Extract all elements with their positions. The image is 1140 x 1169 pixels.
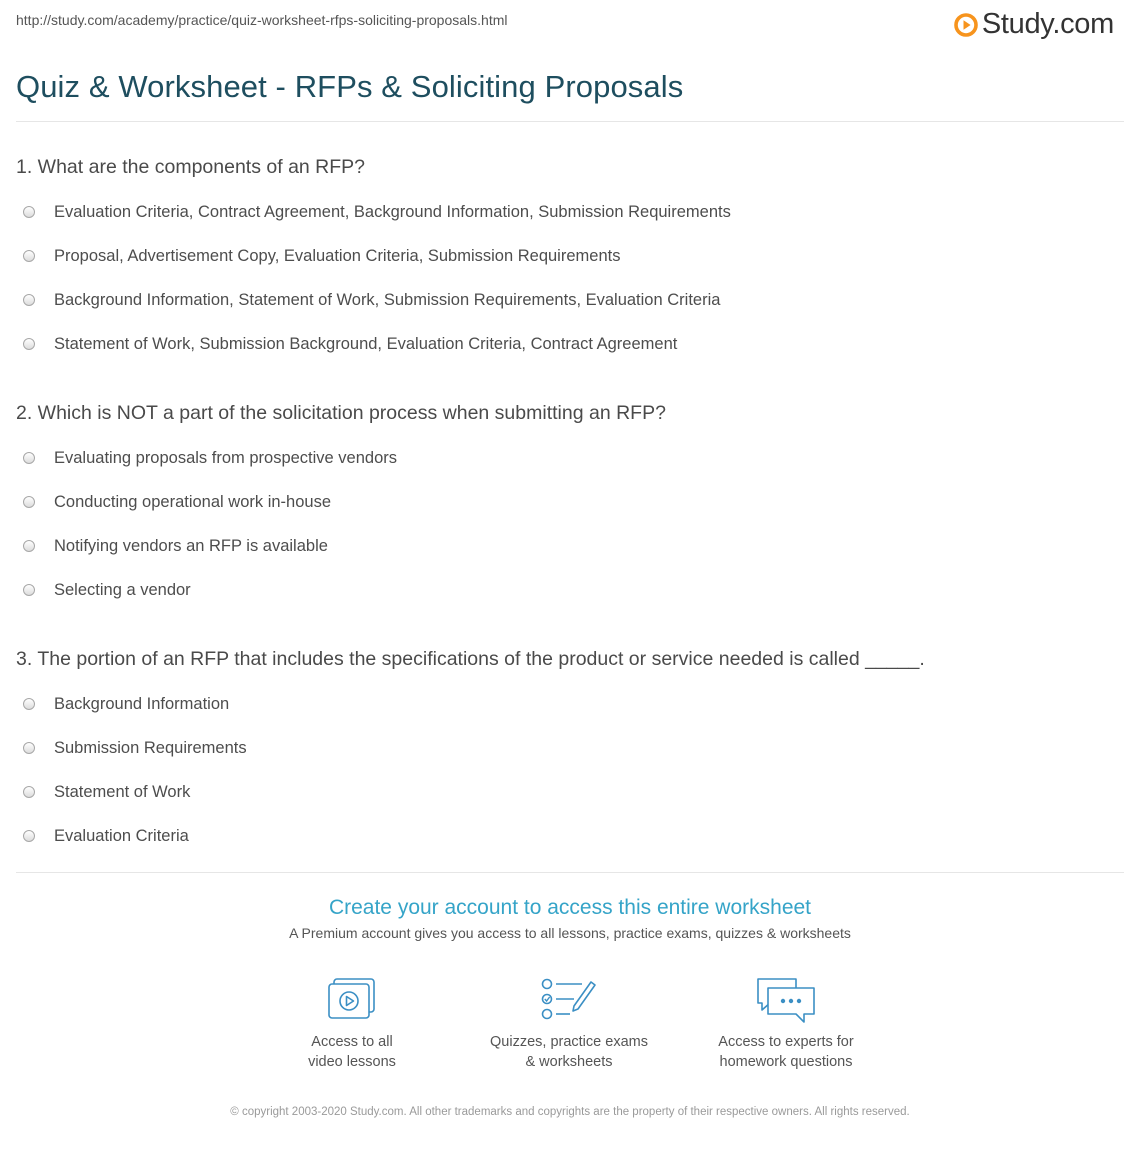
answer-option[interactable] <box>16 234 1124 278</box>
cta-link[interactable]: Create your account to access this entire worksheet <box>328 896 812 919</box>
radio-button[interactable] <box>23 540 35 552</box>
quiz-questions <box>16 150 1124 888</box>
question-1 <box>16 150 1124 366</box>
answer-label: Evaluating proposals from prospective vendors <box>54 448 398 467</box>
answer-label: Submission Requirements <box>54 738 247 757</box>
answer-label: Evaluation Criteria, Contract Agreement, Background Information, Submission Requirements <box>54 202 731 221</box>
cta-divider <box>16 872 1124 873</box>
feature-line: video lessons <box>308 1054 396 1070</box>
study-logo[interactable] <box>954 8 1114 41</box>
question-text: 2. Which is NOT a part of the solicitation process when submitting an RFP? <box>16 402 666 424</box>
answer-label: Background Information, Statement of Work, Submission Requirements, Evaluation Criteria <box>54 290 721 309</box>
answer-option[interactable] <box>16 568 1124 612</box>
answer-label: Conducting operational work in-house <box>54 492 332 511</box>
answer-option[interactable] <box>16 190 1124 234</box>
radio-button[interactable] <box>23 294 35 306</box>
feature-label <box>252 1032 452 1072</box>
feature-line: & worksheets <box>525 1054 613 1070</box>
answer-option[interactable] <box>16 726 1124 770</box>
radio-button[interactable] <box>23 250 35 262</box>
answer-option[interactable] <box>16 814 1124 858</box>
answer-label: Statement of Work, Submission Background, Evaluation Criteria, Contract Agreement <box>54 334 678 353</box>
feature-line: Quizzes, practice exams <box>490 1034 648 1050</box>
answer-label: Proposal, Advertisement Copy, Evaluation Criteria, Submission Requirements <box>54 246 621 265</box>
feature-label <box>686 1032 886 1072</box>
answer-label: Evaluation Criteria <box>54 826 189 845</box>
video-lessons-icon <box>325 976 379 1022</box>
radio-button[interactable] <box>23 830 35 842</box>
answer-label: Notifying vendors an RFP is available <box>54 536 328 555</box>
play-logo-icon <box>954 13 978 37</box>
radio-button[interactable] <box>23 496 35 508</box>
answer-label: Statement of Work <box>54 782 191 801</box>
feature-line: Access to experts for <box>718 1034 854 1050</box>
logo-text: Study.com <box>981 8 1114 40</box>
title-divider <box>16 121 1124 122</box>
radio-button[interactable] <box>23 742 35 754</box>
feature-experts <box>686 976 886 1072</box>
answer-option[interactable] <box>16 278 1124 322</box>
radio-button[interactable] <box>23 584 35 596</box>
feature-quizzes <box>469 976 669 1072</box>
copyright-footer <box>0 1104 1140 1121</box>
answer-option[interactable] <box>16 322 1124 366</box>
page-url: http://study.com/academy/practice/quiz-worksheet-rfps-soliciting-proposals.html <box>16 12 508 28</box>
question-text: 3. The portion of an RFP that includes the specifications of the product or service needed is called _____. <box>16 648 925 670</box>
feature-line: homework questions <box>719 1054 853 1070</box>
feature-label <box>469 1032 669 1072</box>
radio-button[interactable] <box>23 786 35 798</box>
answer-option[interactable] <box>16 770 1124 814</box>
question-3 <box>16 642 1124 858</box>
radio-button[interactable] <box>23 338 35 350</box>
page-title: Quiz & Worksheet - RFPs & Soliciting Proposals <box>16 69 684 104</box>
feature-video-lessons <box>252 976 452 1072</box>
answer-option[interactable] <box>16 682 1124 726</box>
feature-line: Access to all <box>311 1034 393 1050</box>
answer-option[interactable] <box>16 436 1124 480</box>
answer-label: Background Information <box>54 694 230 713</box>
question-2 <box>16 396 1124 612</box>
radio-button[interactable] <box>23 698 35 710</box>
answer-option[interactable] <box>16 524 1124 568</box>
signup-cta <box>0 893 1140 941</box>
answer-label: Selecting a vendor <box>54 580 191 599</box>
chat-bubbles-icon <box>754 976 818 1028</box>
copyright-text: © copyright 2003-2020 Study.com. All other trademarks and copyrights are the property of their respective owners. All rights reserved. <box>230 1106 910 1118</box>
cta-subtitle: A Premium account gives you access to all lessons, practice exams, quizzes & worksheets <box>289 925 851 941</box>
radio-button[interactable] <box>23 452 35 464</box>
answer-option[interactable] <box>16 480 1124 524</box>
question-text: 1. What are the components of an RFP? <box>16 156 366 178</box>
radio-button[interactable] <box>23 206 35 218</box>
quiz-checklist-icon <box>540 976 598 1022</box>
